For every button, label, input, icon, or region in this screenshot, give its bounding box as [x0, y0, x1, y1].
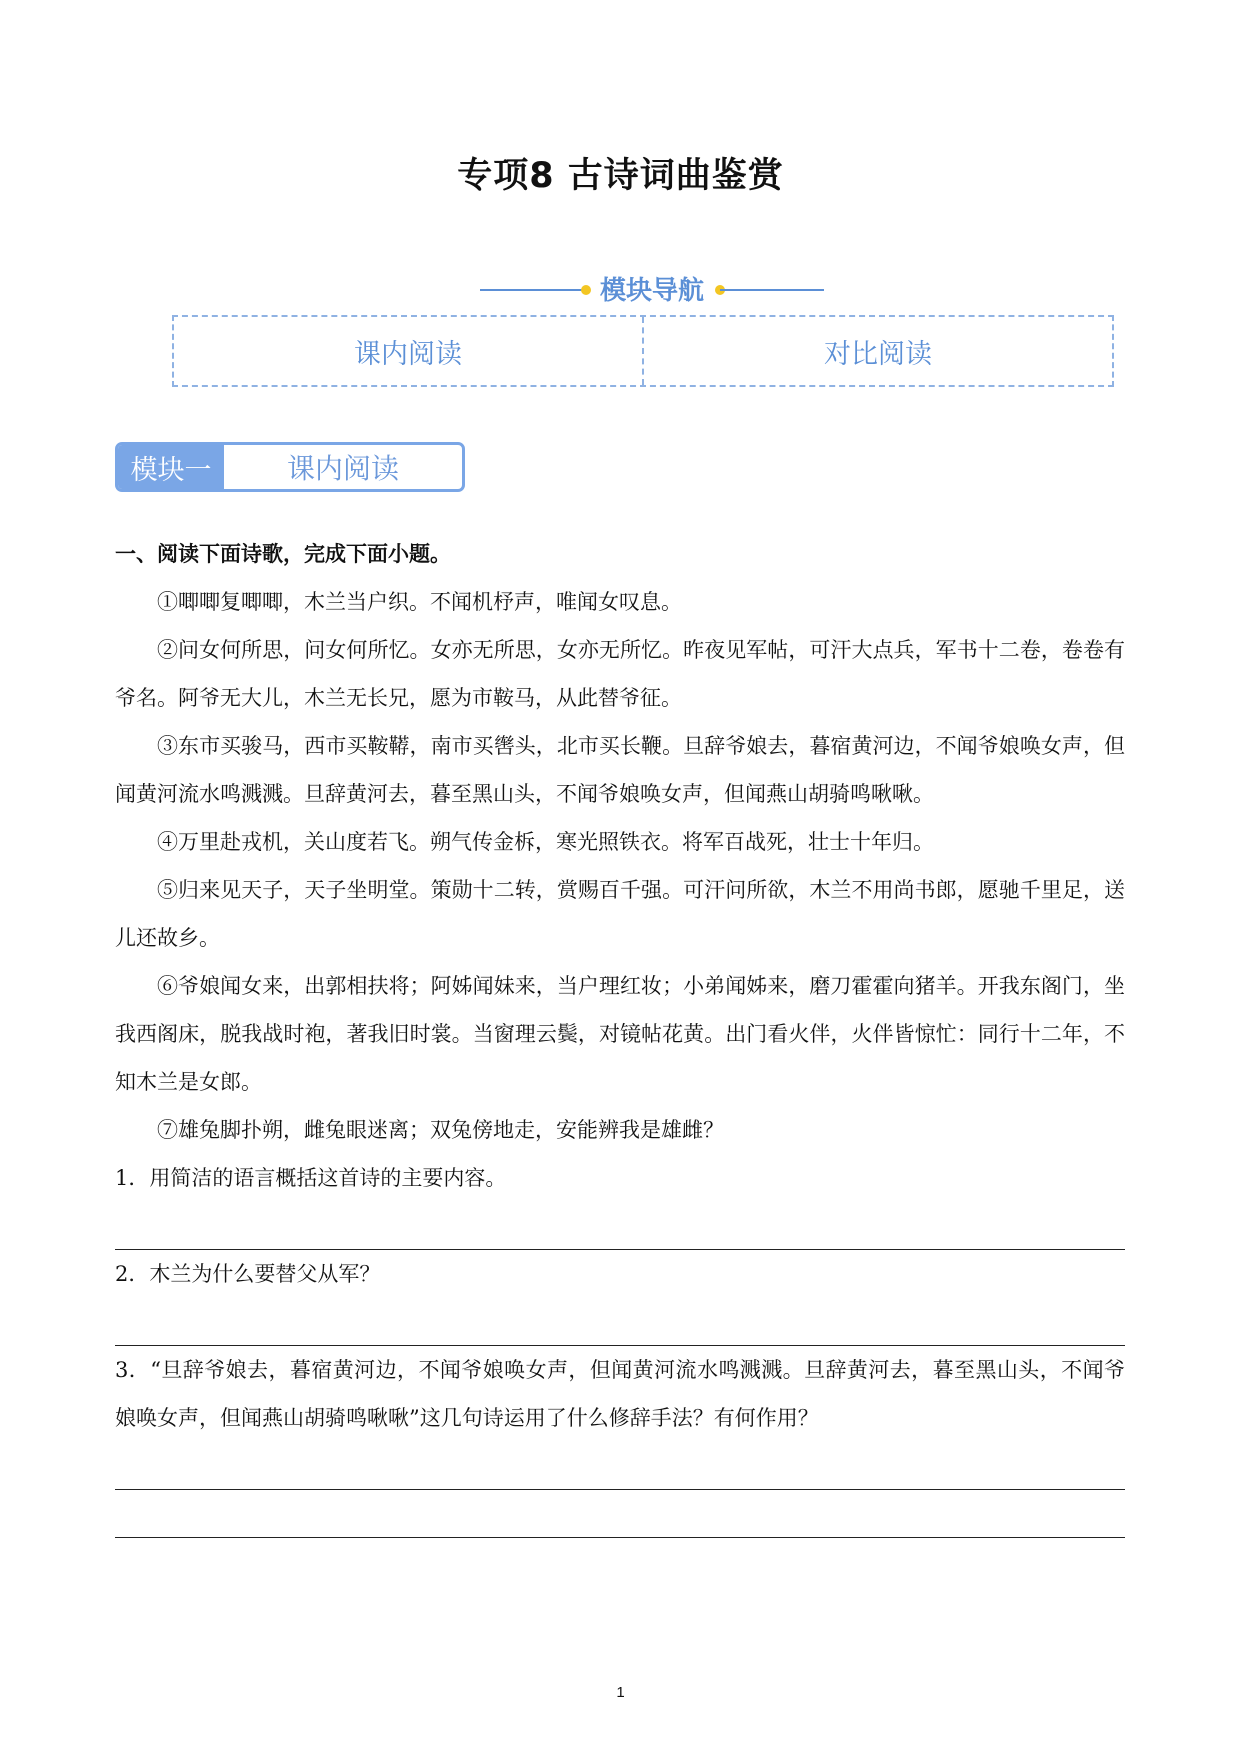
answer-line-1[interactable] [115, 1202, 1125, 1250]
poem-paragraph-5: ⑤归来见天子，天子坐明堂。策勋十二转，赏赐百千强。可汗问所欲，木兰不用尚书郎，愿驰千里足，送儿还故乡。 [115, 878, 1125, 950]
nav-item-comparative-reading[interactable]: 对比阅读 [642, 317, 1112, 385]
poem-paragraph-2: ②问女何所思，问女何所忆。女亦无所思，女亦无所忆。昨夜见军帖，可汗大点兵，军书十二卷，卷卷有爷名。阿爷无大儿，木兰无长兄，愿为市鞍马，从此替爷征。 [115, 638, 1125, 710]
nav-item-in-class-reading[interactable]: 课内阅读 [354, 338, 462, 370]
poem-paragraph-6: ⑥爷娘闻女来，出郭相扶将；阿姊闻妹来，当户理红妆；小弟闻姊来，磨刀霍霍向猪羊。开我东阁门，坐我西阁床，脱我战时袍，著我旧时裳。当窗理云鬓，对镜帖花黄。出门看火伴，火伴皆惊忙：同行十二年，不知木兰是女郎。 [115, 974, 1125, 1094]
question-3: 3．“旦辞爷娘去，暮宿黄河边，不闻爷娘唤女声，但闻黄河流水鸣溅溅。旦辞黄河去，暮至黑山头，不闻爷娘唤女声，但闻燕山胡骑鸣啾啾”这几句诗运用了什么修辞手法？有何作用？ [115, 1358, 1125, 1430]
section-heading: 一、阅读下面诗歌，完成下面小题。 [115, 542, 451, 566]
module-navigation-heading [480, 270, 824, 310]
poem-paragraph-4: ④万里赴戎机，关山度若飞。朔气传金柝，寒光照铁衣。将军百战死，壮士十年归。 [157, 830, 934, 854]
reading-section [115, 530, 1125, 1538]
heading-left-line [480, 289, 588, 291]
question-2: 2．木兰为什么要替父从军？ [115, 1262, 381, 1286]
poem-paragraph-1: ①唧唧复唧唧，木兰当户织。不闻机杼声，唯闻女叹息。 [157, 590, 682, 614]
page-number: 1 [616, 1684, 625, 1701]
poem-paragraph-7: ⑦雄兔脚扑朔，雌兔眼迷离；双兔傍地走，安能辨我是雄雌？ [157, 1118, 724, 1142]
answer-line-3b[interactable] [115, 1490, 1125, 1538]
module-navigation-label: 模块导航 [599, 276, 704, 306]
heading-right-line [720, 289, 824, 291]
question-1: 1．用简洁的语言概括这首诗的主要内容。 [115, 1166, 507, 1190]
page-title: 专项8 古诗词曲鉴赏 [457, 156, 784, 196]
module-navigation-box [172, 315, 1114, 387]
module-number: 模块一 [118, 445, 224, 489]
answer-line-3a[interactable] [115, 1442, 1125, 1490]
module-name: 课内阅读 [286, 452, 399, 485]
answer-line-2[interactable] [115, 1298, 1125, 1346]
poem-paragraph-3: ③东市买骏马，西市买鞍鞯，南市买辔头，北市买长鞭。旦辞爷娘去，暮宿黄河边，不闻爷娘唤女声，但闻黄河流水鸣溅溅。旦辞黄河去，暮至黑山头，不闻爷娘唤女声，但闻燕山胡骑鸣啾啾。 [115, 734, 1125, 806]
module-one-tag [115, 442, 465, 492]
